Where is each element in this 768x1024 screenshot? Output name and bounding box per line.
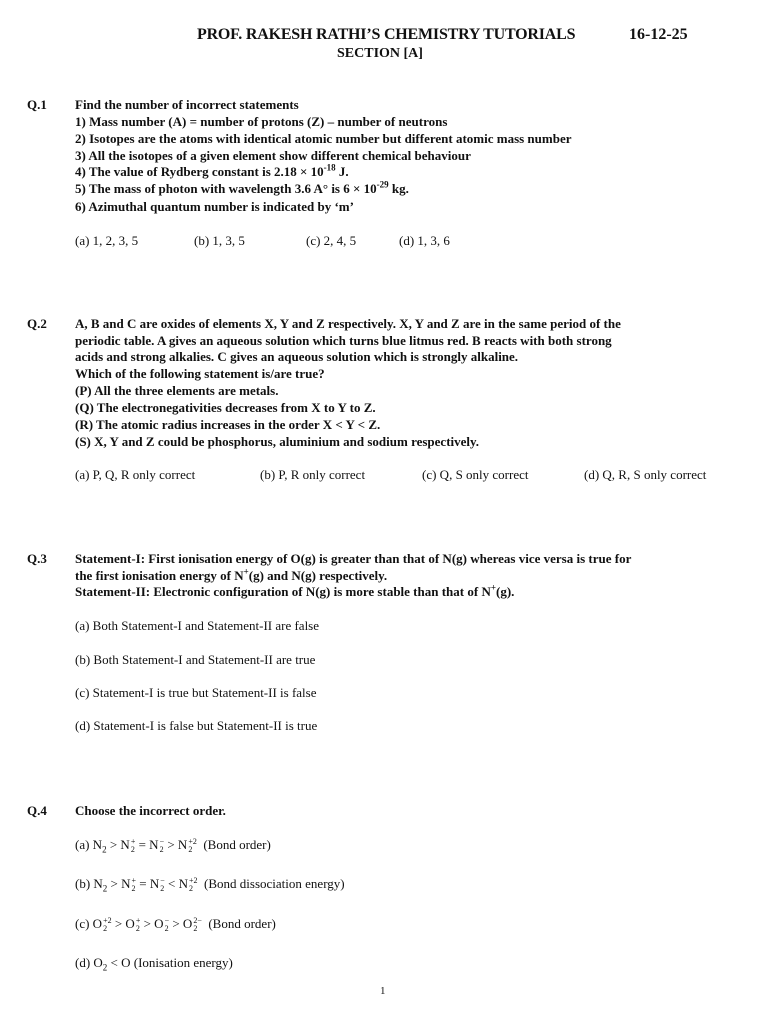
header-title: PROF. RAKESH RATHI’S CHEMISTRY TUTORIALS [197,26,576,43]
statement-p: (P) All the three elements are metals. [75,383,279,398]
option-c[interactable]: (c) 2, 4, 5 [306,233,357,248]
option-b[interactable]: (b) Both Statement-I and Statement-II are true [75,652,316,667]
question-number: Q.1 [27,97,47,112]
statement-4: 4) The value of Rydberg constant is $2.18 \times 10^{-18}$ J. [75,162,349,179]
question-stem: Find the number of incorrect statements [75,97,299,112]
question-line: Which of the following statement is/are true? [75,366,325,381]
option-c[interactable]: (c) O +2 2 > O + 2 > O − 2 > O 2− 2 (Bond order) [75,916,276,934]
option-d[interactable]: (d) $O_2 < O$ (Ionisation energy) [75,955,233,973]
question-number: Q.3 [27,551,47,566]
option-d[interactable]: (d) 1, 3, 6 [399,233,450,248]
header-date: 16-12-25 [629,26,688,43]
statement-3: 3) All the isotopes of a given element show different chemical behaviour [75,148,471,163]
statement-i: Statement-I: First ionisation energy of O(g) is greater than that of N(g) whereas vice versa is true for [75,551,632,566]
statement-ii: Statement-II: Electronic configuration of N(g) is more stable than that of N+(g). [75,582,515,599]
statement-2: 2) Isotopes are the atoms with identical atomic number but different atomic mass number [75,131,572,146]
option-b[interactable]: (b) P, R only correct [260,467,366,482]
statement-1: 1) Mass number (A) = number of protons (Z) – number of neutrons [75,114,448,129]
statement-r: (R) The atomic radius increases in the order X < Y < Z. [75,417,381,432]
option-d[interactable]: (d) Statement-I is false but Statement-II is true [75,718,318,733]
question-stem: Choose the incorrect order. [75,803,226,818]
option-c[interactable]: (c) Statement-I is true but Statement-II is false [75,685,317,700]
section-heading: SECTION [A] [337,46,423,61]
option-a[interactable]: (a) 1, 2, 3, 5 [75,233,139,248]
question-line: A, B and C are oxides of elements X, Y and Z respectively. X, Y and Z are in the same period of the [75,316,621,331]
question-line: periodic table. A gives an aqueous solution which turns blue litmus red. B reacts with both strong [75,333,612,348]
option-b[interactable]: (b) 1, 3, 5 [194,233,245,248]
question-line: acids and strong alkalies. C gives an aqueous solution which is strongly alkaline. [75,349,519,364]
page-number: 1 [380,985,386,997]
option-b[interactable]: (b) $N_2 > N$ + 2 = N − 2 < N +2 2 (Bond dissociation energy) [75,876,345,894]
question-number: Q.4 [27,803,47,818]
option-a[interactable]: (a) Both Statement-I and Statement-II are false [75,618,320,633]
option-d[interactable]: (d) Q, R, S only correct [584,467,707,482]
question-number: Q.2 [27,316,47,331]
option-a[interactable]: (a) $N_2 > N$ + 2 = N − 2 > N +2 2 (Bond order) [75,837,271,855]
statement-s: (S) X, Y and Z could be phosphorus, aluminium and sodium respectively. [75,434,480,449]
option-a[interactable]: (a) P, Q, R only correct [75,467,196,482]
statement-6: 6) Azimuthal quantum number is indicated by ‘m’ [75,199,354,214]
statement-5: 5) The mass of photon with wavelength 3.6 A° is $6 \times 10^{-29}$ kg. [75,179,409,196]
option-c[interactable]: (c) Q, S only correct [422,467,529,482]
statement-q: (Q) The electronegativities decreases from X to Y to Z. [75,400,376,415]
statement-i-cont: the first ionisation energy of N+(g) and N(g) respectively. [75,566,388,583]
